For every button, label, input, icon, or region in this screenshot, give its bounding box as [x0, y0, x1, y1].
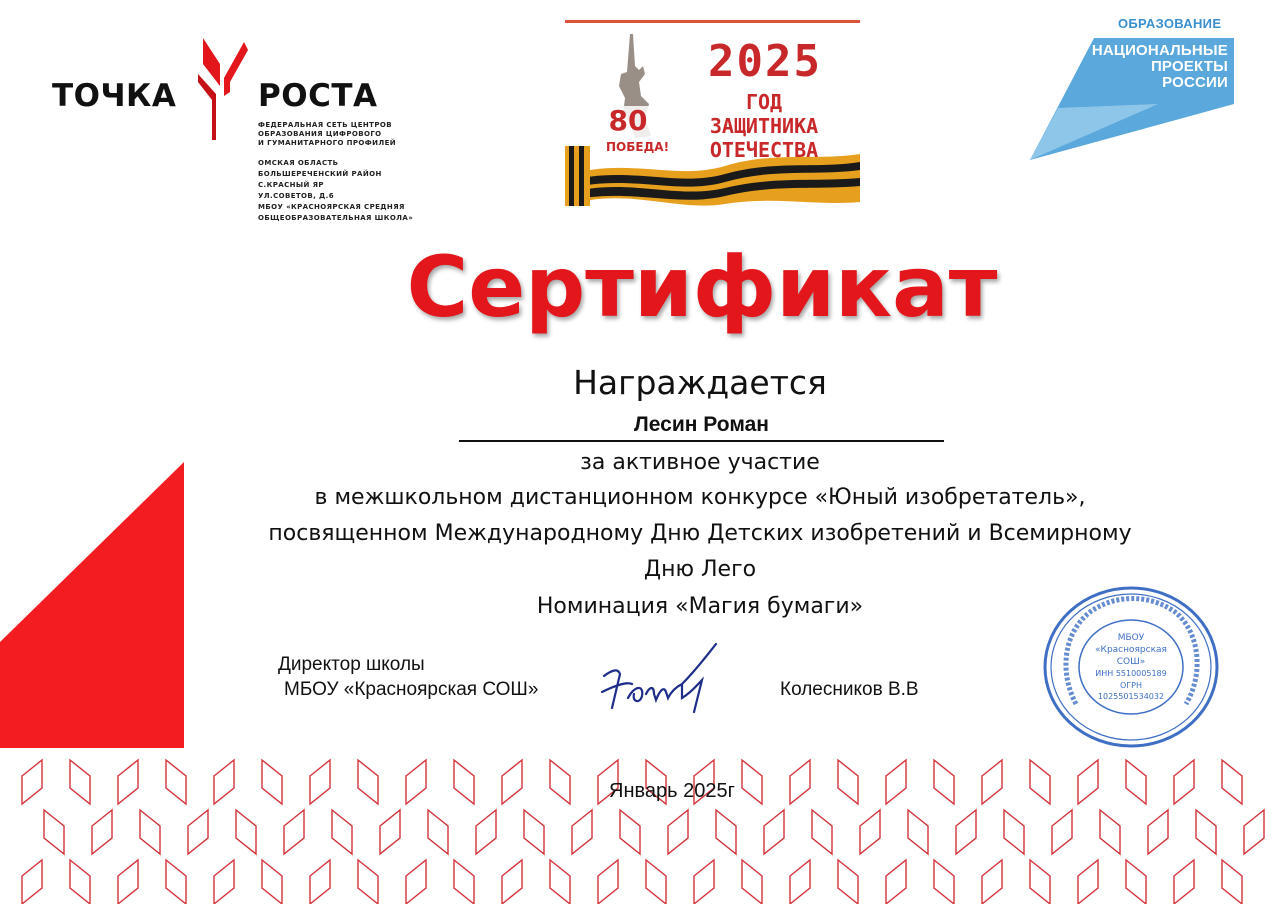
pattern-shape [550, 860, 570, 904]
pattern-shape [1126, 760, 1146, 804]
stamp-inner-1: МБОУ [1117, 633, 1145, 643]
pattern-shape [1030, 760, 1050, 804]
stamp-inner-5: ОГРН [1119, 681, 1143, 690]
logo-network-text [258, 121, 396, 148]
handwritten-signature [598, 640, 728, 720]
pattern-shape [934, 860, 954, 904]
pattern-shape [310, 860, 330, 904]
pattern-shape [550, 760, 570, 804]
pattern-shape [908, 810, 928, 854]
pattern-shape [742, 860, 762, 904]
recipient-name: Лесин Роман [634, 413, 769, 436]
banner-line-god: ГОД [745, 90, 783, 114]
stamp-inner-3: СОШ» [1116, 657, 1146, 667]
certificate-title: Сертификат [406, 238, 998, 336]
np-line: НАЦИОНАЛЬНЫЕ [1091, 42, 1228, 59]
pattern-shape [886, 860, 906, 904]
pattern-shape [956, 810, 976, 854]
pattern-shape [694, 860, 714, 904]
pattern-shape [236, 810, 256, 854]
address-line: С.КРАСНЫЙ ЯР [258, 181, 324, 189]
pattern-shape [812, 810, 832, 854]
pattern-shape [476, 810, 496, 854]
pattern-shape [1196, 810, 1216, 854]
pattern-shape [1148, 810, 1168, 854]
pattern-shape [790, 760, 810, 804]
pattern-shape [284, 810, 304, 854]
logo-address-text [258, 158, 413, 224]
pattern-shape [428, 810, 448, 854]
logo-sprout-icon [190, 34, 252, 140]
stamp-inner-2: «Красноярская [1095, 645, 1167, 655]
pattern-shape [332, 810, 352, 854]
pattern-shape [646, 860, 666, 904]
banner-badge-80: 80 [608, 104, 648, 137]
signature-role-2: МБОУ «Красноярская СОШ» [284, 679, 539, 700]
pattern-shape [838, 760, 858, 804]
signature-role-1: Директор школы [278, 654, 425, 675]
pattern-shape [214, 760, 234, 804]
pattern-shape [44, 810, 64, 854]
address-line: МБОУ «КРАСНОЯРСКАЯ СРЕДНЯЯ [258, 203, 405, 211]
logo-word-rosta: РОСТА [258, 78, 378, 114]
banner-line-otechestva: ОТЕЧЕСТВА [709, 138, 819, 162]
pattern-shape [262, 760, 282, 804]
pattern-shape [22, 860, 42, 904]
pattern-shape [1078, 760, 1098, 804]
pattern-shape [92, 810, 112, 854]
pattern-shape [70, 860, 90, 904]
network-line: ОБРАЗОВАНИЯ ЦИФРОВОГО [258, 130, 382, 138]
pattern-shape [166, 860, 186, 904]
pattern-shape [1174, 760, 1194, 804]
np-line: ПРОЕКТЫ [1150, 58, 1228, 75]
nomination-line: Номинация «Магия бумаги» [536, 594, 864, 619]
pattern-shape [524, 810, 544, 854]
certificate-date: Январь 2025г [609, 780, 735, 802]
pattern-shape [668, 810, 688, 854]
pattern-shape [1052, 810, 1072, 854]
awarded-label: Награждается [573, 363, 827, 402]
school-stamp [1040, 584, 1222, 750]
pattern-shape [934, 760, 954, 804]
logo-word-tochka: ТОЧКА [52, 78, 177, 114]
banner-year: 2025 [708, 36, 822, 87]
pattern-shape [502, 860, 522, 904]
pattern-shape [982, 760, 1002, 804]
pattern-shape [1030, 860, 1050, 904]
recipient-line [459, 412, 944, 442]
pattern-shape [598, 860, 618, 904]
body-line-3: посвященном Международному Дню Детских изобретений и Всемирному [268, 521, 1132, 546]
banner-badge-pobeda: ПОБЕДА! [606, 140, 670, 154]
pattern-shape [1078, 860, 1098, 904]
pattern-shape [860, 810, 880, 854]
pattern-shape [620, 810, 640, 854]
pattern-shape [742, 760, 762, 804]
pattern-shape [1244, 810, 1264, 854]
pattern-shape [358, 760, 378, 804]
pattern-shape [358, 860, 378, 904]
pattern-shape [406, 760, 426, 804]
pattern-shape [380, 810, 400, 854]
pattern-shape [262, 860, 282, 904]
pattern-shape [214, 860, 234, 904]
np-main-label [1080, 43, 1228, 91]
pattern-shape [22, 760, 42, 804]
stamp-inner-4: ИНН 5510005189 [1095, 669, 1167, 678]
pattern-shape [1174, 860, 1194, 904]
pattern-shape [454, 760, 474, 804]
pattern-shape [572, 810, 592, 854]
body-line-4: Дню Лего [643, 557, 757, 582]
pattern-shape [502, 760, 522, 804]
pattern-shape [1004, 810, 1024, 854]
pattern-shape [1126, 860, 1146, 904]
address-line: ОБЩЕОБРАЗОВАТЕЛЬНАЯ ШКОЛА» [258, 214, 414, 222]
body-line-1: за активное участие [580, 450, 820, 475]
pattern-shape [118, 760, 138, 804]
banner-top-line [565, 20, 860, 23]
banner-line-zashchitnika: ЗАЩИТНИКА [709, 114, 819, 138]
pattern-shape [70, 760, 90, 804]
pattern-shape [1222, 760, 1242, 804]
np-line: РОССИИ [1162, 74, 1228, 91]
body-line-2: в межшкольном дистанционном конкурсе «Юный изобретатель», [314, 485, 1086, 510]
network-line: И ГУМАНИТАРНОГО ПРОФИЛЕЙ [258, 139, 397, 147]
pattern-shape [982, 860, 1002, 904]
network-line: ФЕДЕРАЛЬНАЯ СЕТЬ ЦЕНТРОВ [258, 121, 392, 129]
pattern-shape [310, 760, 330, 804]
np-top-label: ОБРАЗОВАНИЕ [1118, 16, 1222, 31]
pattern-shape [166, 760, 186, 804]
pattern-shape [1100, 810, 1120, 854]
address-line: УЛ.СОВЕТОВ, Д.6 [258, 192, 334, 200]
pattern-shape [140, 810, 160, 854]
pattern-shape [838, 860, 858, 904]
pattern-shape [454, 860, 474, 904]
pattern-shape [406, 860, 426, 904]
signature-name: Колесников В.В [780, 679, 919, 700]
pattern-shape [790, 860, 810, 904]
decor-bottom-pattern [0, 748, 1280, 904]
address-line: БОЛЬШЕРЕЧЕНСКИЙ РАЙОН [258, 170, 382, 178]
pattern-shape [716, 810, 736, 854]
pattern-shape [886, 760, 906, 804]
pattern-shape [1222, 860, 1242, 904]
pattern-shape [764, 810, 784, 854]
address-line: ОМСКАЯ ОБЛАСТЬ [258, 159, 339, 167]
pattern-shape [118, 860, 138, 904]
stamp-inner-6: 1025501534032 [1097, 692, 1165, 701]
pattern-shape [188, 810, 208, 854]
